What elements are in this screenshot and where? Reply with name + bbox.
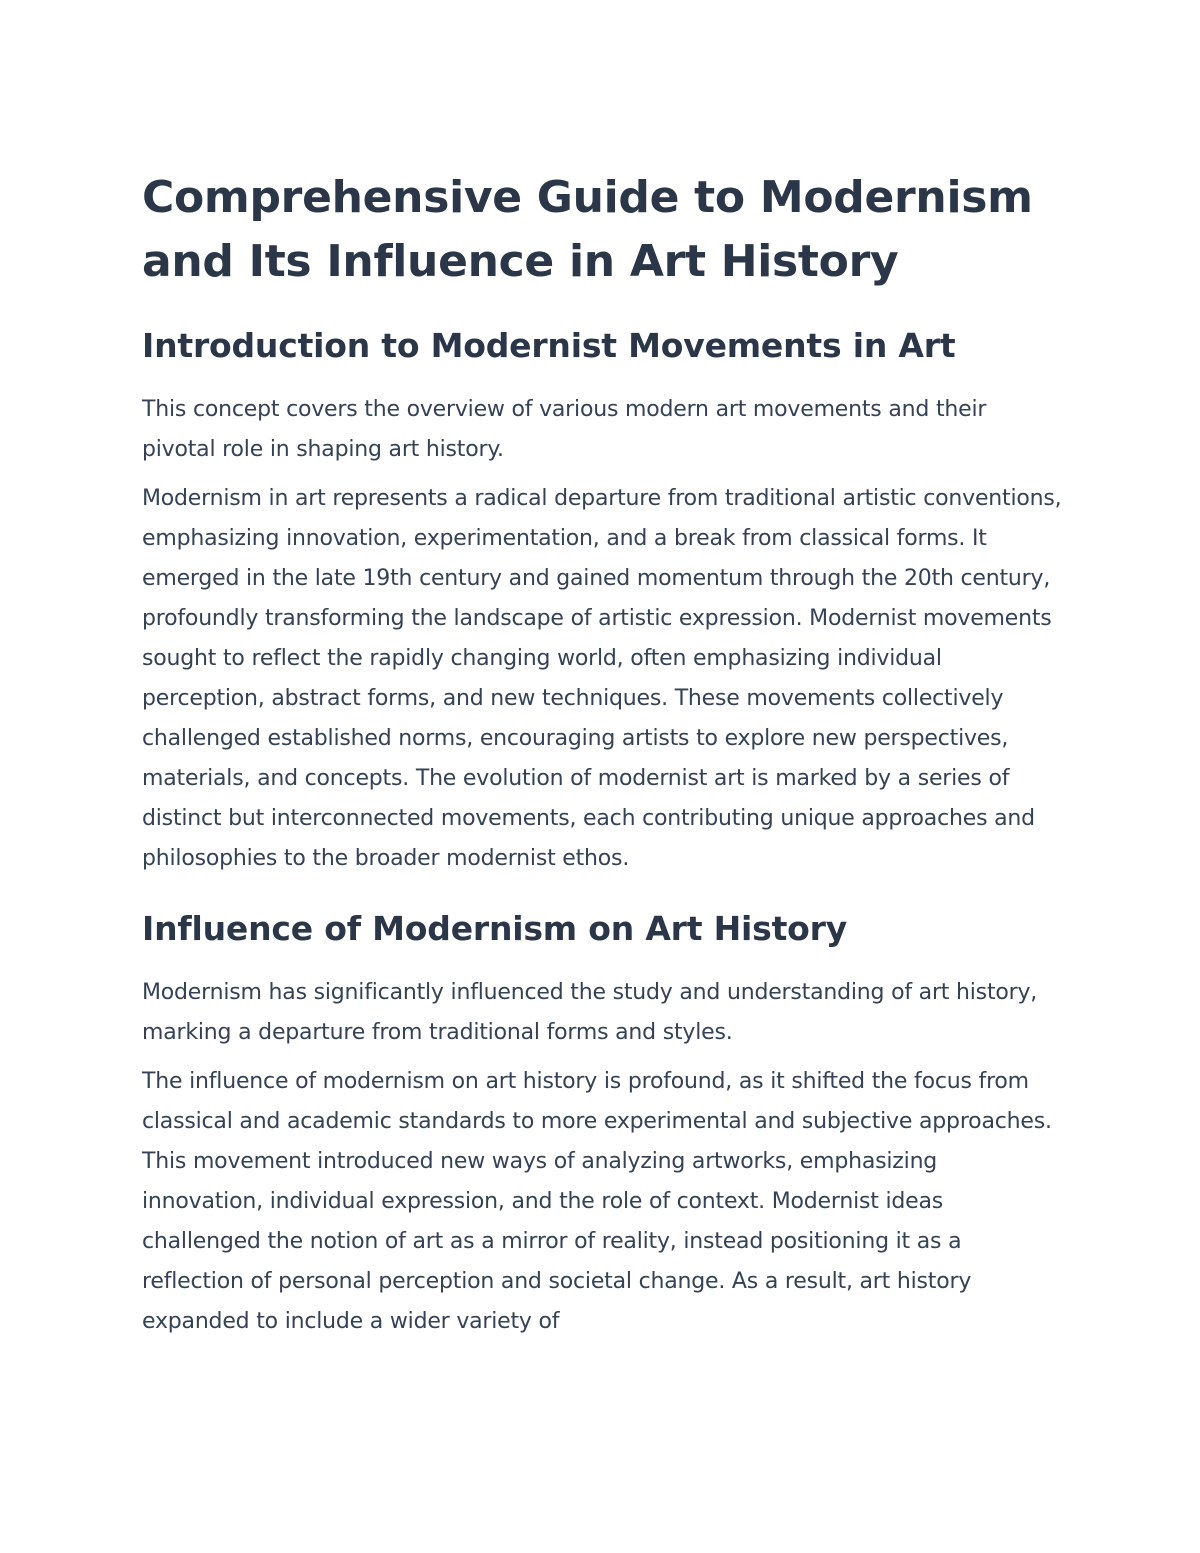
section-summary: This concept covers the overview of various modern art movements and their pivotal role in shaping art history. [142, 397, 987, 462]
section-introduction [142, 324, 1062, 879]
section-body: Modernism in art represents a radical departure from traditional artistic conventions, emphasizing innovation, experimentation, and a break from classical forms. It emerged in the late 19th century and gained momentum through the 20th century, profoundly transforming the landscape of artistic expression. Modernist movements sought to reflect the rapidly changing world, often emphasizing individual perception, abstract forms, and new techniques. These movements collectively challenged established norms, encouraging artists to explore new perspectives, materials, and concepts. The evolution of modernist art is marked by a series of distinct but interconnected movements, each contributing unique approaches and philosophies to the broader modernist ethos. [142, 486, 1062, 871]
section-influence [142, 907, 1062, 1342]
section-body: The influence of modernism on art history is profound, as it shifted the focus from classical and academic standards to more experimental and subjective approaches. This movement introduced new ways of analyzing artworks, emphasizing innovation, individual expression, and the role of context. Modernist ideas challenged the notion of art as a mirror of reality, instead positioning it as a reflection of personal perception and societal change. As a result, art history expanded to include a wider variety of [142, 1069, 1052, 1334]
document-title: Comprehensive Guide to Modernism and Its Influence in Art History [142, 172, 1033, 287]
section-summary: Modernism has significantly influenced the study and understanding of art history, marking a departure from traditional forms and styles. [142, 980, 1038, 1045]
document-page [142, 166, 1062, 1370]
section-heading: Influence of Modernism on Art History [142, 909, 848, 948]
section-heading: Introduction to Modernist Movements in Art [142, 326, 956, 365]
